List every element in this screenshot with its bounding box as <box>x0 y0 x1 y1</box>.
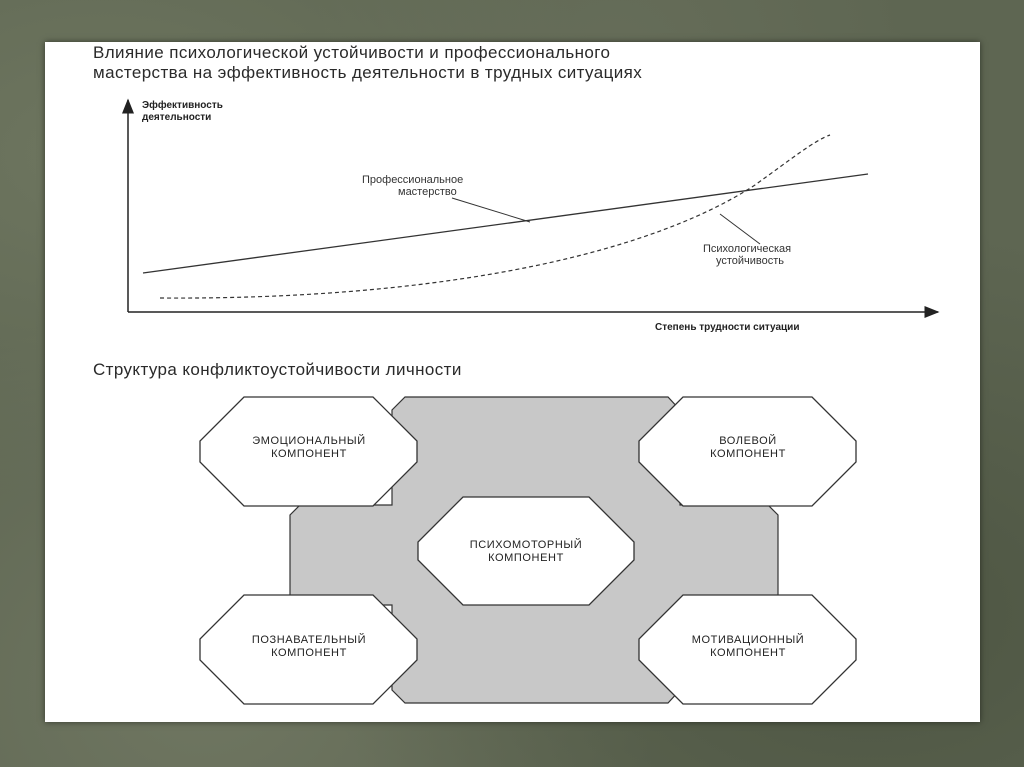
volitional-label-line1: ВОЛЕВОЙ <box>719 435 777 447</box>
emotional-label-line1: ЭМОЦИОНАЛЬНЫЙ <box>252 435 366 447</box>
volitional-label-line2: КОМПОНЕНТ <box>710 448 786 460</box>
cognitive-label-line1: ПОЗНАВАТЕЛЬНЫЙ <box>251 634 367 646</box>
stability-label-line2: устойчивость <box>716 255 785 267</box>
mastery-label-line2: мастерство <box>398 186 457 198</box>
y-axis-label-line2: деятельности <box>142 112 212 123</box>
stability-curve <box>160 135 830 298</box>
x-axis-label: Степень трудности ситуации <box>655 322 800 333</box>
emotional-label-line2: КОМПОНЕНТ <box>271 448 347 460</box>
cognitive-label-line2: КОМПОНЕНТ <box>271 647 347 659</box>
psychomotor-label-line2: КОМПОНЕНТ <box>488 552 564 564</box>
octagon-psychomotor <box>418 497 634 605</box>
stability-label-line1: Психологическая <box>703 243 792 255</box>
stability-leader-line <box>720 214 760 244</box>
mastery-label-line1: Профессиональное <box>362 174 464 186</box>
mastery-leader-line <box>452 198 530 222</box>
graph-title-line1: Влияние психологической устойчивости и профессионального <box>93 43 611 62</box>
psychomotor-label-line1: ПСИХОМОТОРНЫЙ <box>469 539 583 551</box>
structure-title: Структура конфликтоустойчивости личности <box>93 360 462 379</box>
motivational-label-line1: МОТИВАЦИОННЫЙ <box>691 634 805 646</box>
motivational-label-line2: КОМПОНЕНТ <box>710 647 786 659</box>
y-axis-label-line1: Эффективность <box>142 100 223 111</box>
graph-title-line2: мастерства на эффективность деятельности в трудных ситуациях <box>93 63 643 82</box>
